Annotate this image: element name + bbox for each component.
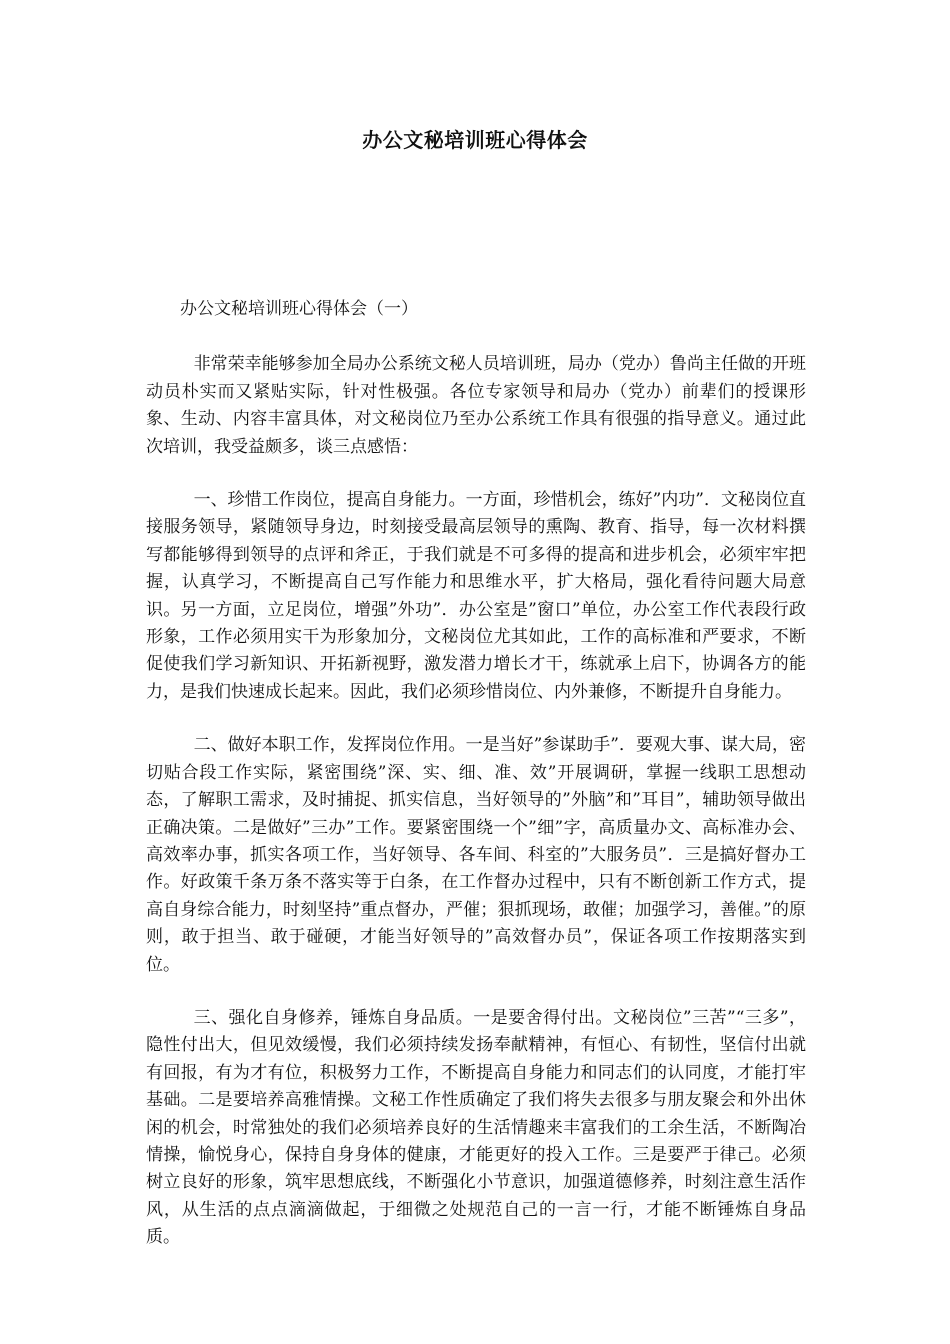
- paragraph-intro: 非常荣幸能够参加全局办公系统文秘人员培训班，局办（党办）鲁尚主任做的开班动员朴实而又紧贴实际，针对性极强。各位专家领导和局办（党办）前辈们的授课形象、生动、内容丰富具体，对文秘岗位乃至办公系统工作具有很强的指导意义。通过此次培训，我受益颇多，谈三点感悟：: [146, 354, 806, 457]
- document-title: 办公文秘培训班心得体会: [362, 128, 588, 152]
- paragraph-point-one: 一、珍惜工作岗位，提高自身能力。一方面，珍惜机会，练好”内功”．文秘岗位直接服务领导，紧随领导身边，时刻接受最高层领导的熏陶、教育、指导，每一次材料撰写都能够得到领导的点评和斧正，于我们就是不可多得的提高和进步机会，必须牢牢把握，认真学习，不断提高自己写作能力和思维水平，扩大格局，强化看待问题大局意识。另一方面，立足岗位，增强”外功”．办公室是”窗口”单位，办公室工作代表段行政形象，工作必须用实干为形象加分，文秘岗位尤其如此，工作的高标准和严要求，不断促使我们学习新知识、开拓新视野，激发潜力增长才干，练就承上启下，协调各方的能力，是我们快速成长起来。因此，我们必须珍惜岗位、内外兼修，不断提升自身能力。: [146, 490, 806, 702]
- document-body: [146, 296, 806, 1278]
- paragraph-point-two: 二、做好本职工作，发挥岗位作用。一是当好”参谋助手”．要观大事、谋大局，密切贴合段工作实际，紧密围绕”深、实、细、准、效”开展调研，掌握一线职工思想动态，了解职工需求，及时捕捉、抓实信息，当好领导的”外脑”和”耳目”，辅助领导做出正确决策。二是做好”三办”工作。要紧密围绕一个”细”字，高质量办文、高标准办会、高效率办事，抓实各项工作，当好领导、各车间、科室的”大服务员”．三是搞好督办工作。好政策千条万条不落实等于白条，在工作督办过程中，只有不断创新工作方式，提高自身综合能力，时刻坚持”重点督办，严催；狠抓现场，敢催；加强学习，善催。”的原则，敢于担当、敢于碰硬，才能当好领导的”高效督办员”，保证各项工作按期落实到位。: [146, 735, 806, 975]
- section-subtitle: 办公文秘培训班心得体会（一）: [180, 299, 418, 319]
- paragraph-point-three: 三、强化自身修养，锤炼自身品质。一是要舍得付出。文秘岗位”三苦”“三多”，隐性付出大，但见效缓慢，我们必须持续发扬奉献精神，有恒心、有韧性，坚信付出就有回报，有为才有位，积极努力工作，不断提高自身能力和同志们的认同度，才能打牢基础。二是要培养高雅情操。文秘工作性质确定了我们将失去很多与朋友聚会和外出休闲的机会，时常独处的我们必须培养良好的生活情趣来丰富我们的工余生活，不断陶冶情操，愉悦身心，保持自身身体的健康，才能更好的投入工作。三是要严于律己。必须树立良好的形象，筑牢思想底线，不断强化小节意识，加强道德修养，时刻注意生活作风，从生活的点点滴滴做起，于细微之处规范自己的一言一行，才能不断锤炼自身品质。: [146, 1007, 806, 1248]
